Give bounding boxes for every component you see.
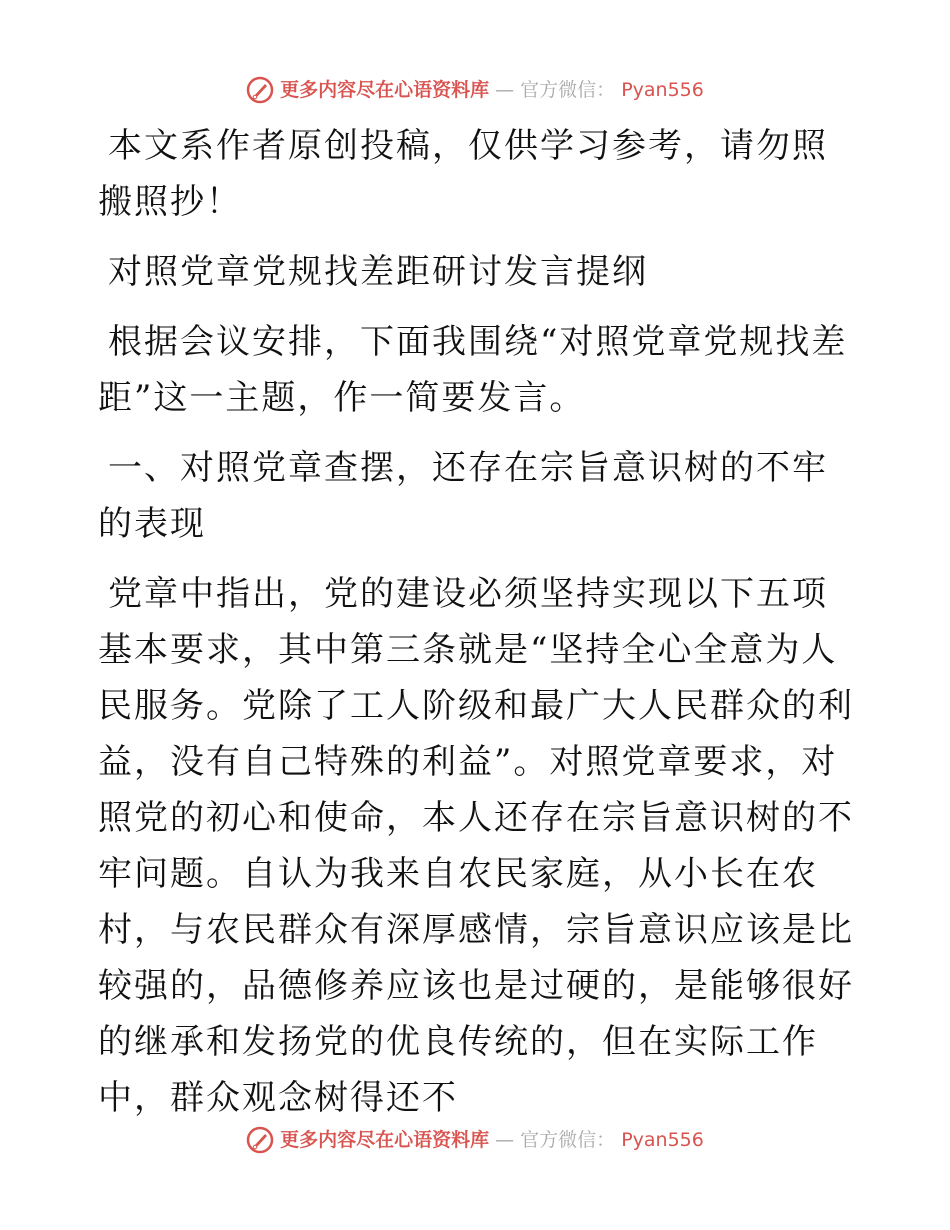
body-paragraph-1: 党章中指出，党的建设必须坚持实现以下五项基本要求，其中第三条就是“坚持全心全意为人民服务。党除了工人阶级和最广大人民群众的利益，没有自己特殊的利益”。对照党章要求，对照党的初心和使命，本人还存在宗旨意识树的不牢问题。自认为我来自农民家庭，从小长在农村，与农民群众有深厚感情，宗旨意识应该是比较强的，品德修养应该也是过硬的，是能够很好的继承和发扬党的优良传统的，但在实际工作中，群众观念树得还不 (98, 574, 854, 1118)
watermark-wechat-label: 官方微信： (520, 1129, 616, 1151)
watermark-brand: 更多内容尽在心语资料库 (280, 79, 490, 101)
watermark-wechat-id: Pyan556 (621, 1129, 704, 1151)
watermark-brand: 更多内容尽在心语资料库 (280, 1129, 490, 1151)
document-title: 对照党章党规找差距研讨发言提纲 (108, 252, 648, 292)
watermark-wechat-label: 官方微信： (520, 79, 616, 101)
header-watermark (0, 76, 950, 104)
watermark-separator: — (495, 1129, 515, 1151)
pen-logo-icon (246, 76, 274, 104)
watermark-wechat-id: Pyan556 (621, 79, 704, 101)
disclaimer-paragraph: 本文系作者原创投稿，仅供学习参考，请勿照搬照抄！ (98, 126, 828, 222)
section-heading-1: 一、对照党章查摆，还存在宗旨意识树的不牢的表现 (98, 448, 828, 544)
footer-watermark (0, 1126, 950, 1154)
watermark-separator: — (495, 79, 515, 101)
pen-logo-icon (246, 1126, 274, 1154)
intro-paragraph: 根据会议安排，下面我围绕“对照党章党规找差距”这一主题，作一简要发言。 (98, 322, 848, 418)
document-body (98, 118, 858, 1140)
